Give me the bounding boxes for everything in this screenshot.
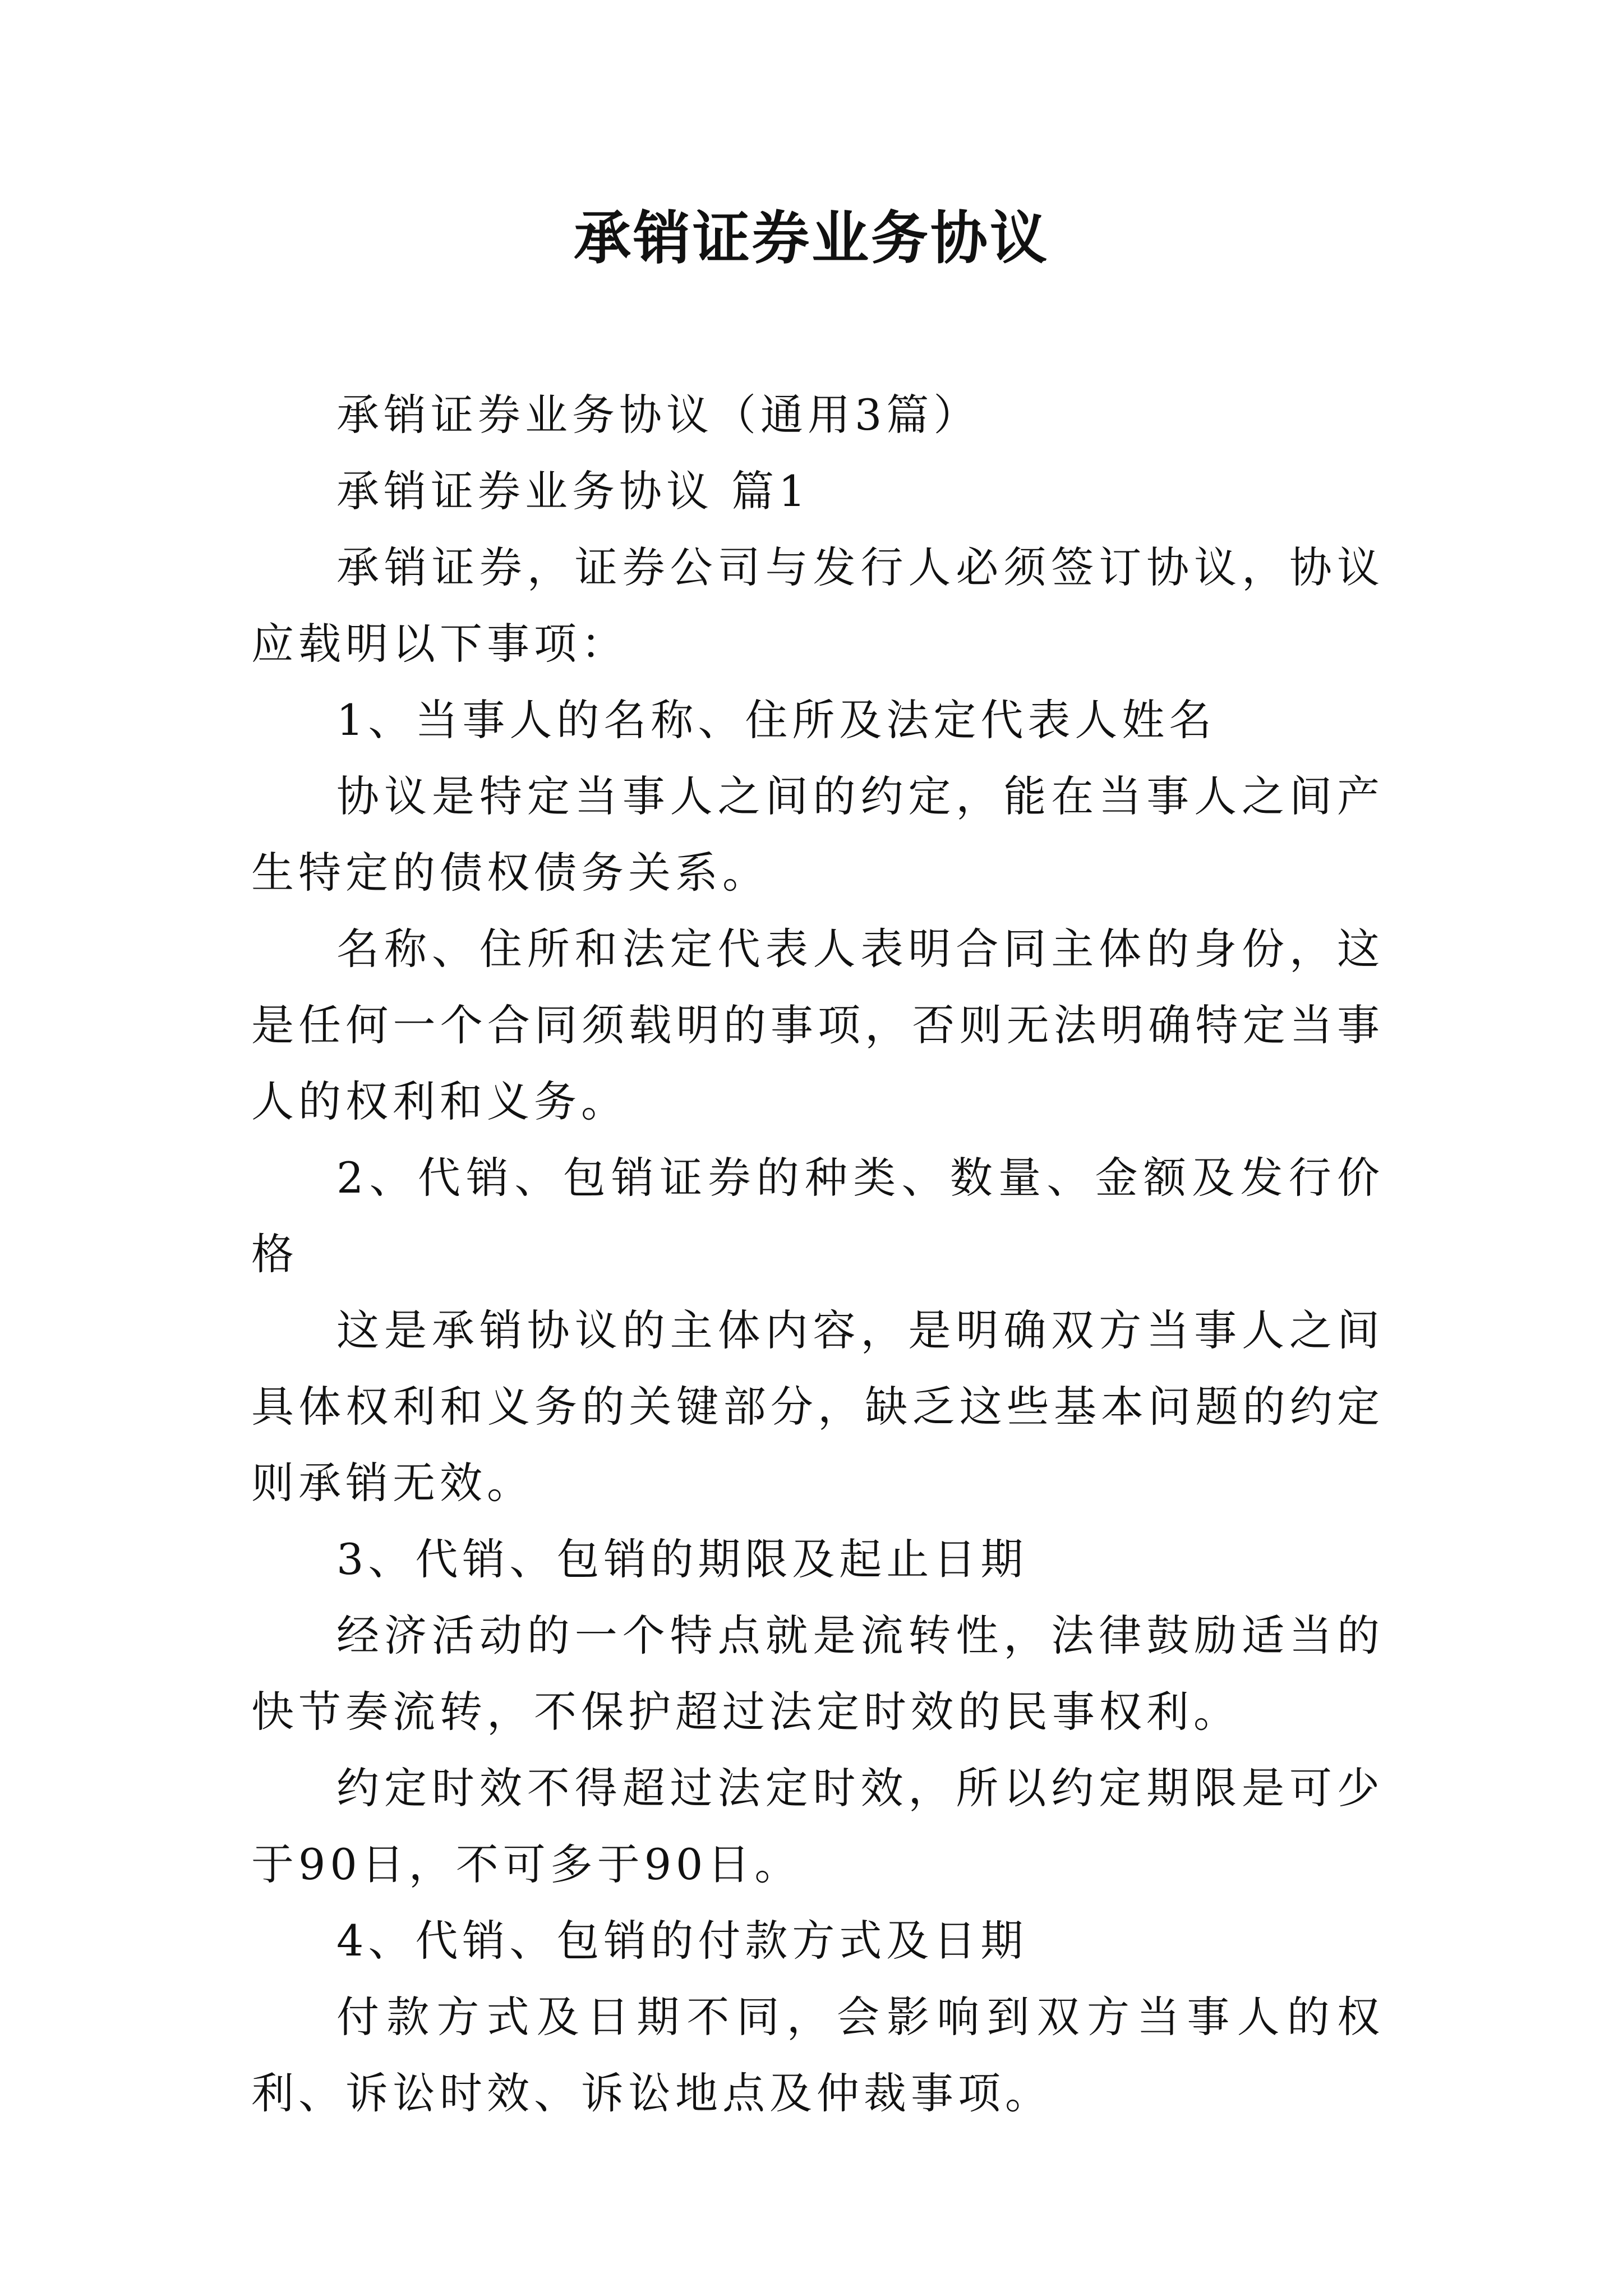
paragraph-subtitle: 承销证券业务协议（通用3篇）: [336, 390, 981, 440]
document-title: 承销证券业务协议: [574, 205, 1049, 272]
paragraph: 经济活动的一个特点就是流转性，法律鼓励适当的快节奏流转，不保护超过法定时效的民事权利。: [251, 1611, 1384, 1737]
paragraph: 协议是特定当事人之间的约定，能在当事人之间产生特定的债权债务关系。: [251, 771, 1384, 898]
paragraph-item-heading: 1、当事人的名称、住所及法定代表人姓名: [336, 695, 1216, 745]
paragraph-item-heading: 4、代销、包销的付款方式及日期: [336, 1916, 1028, 1966]
paragraph-item-heading: 3、代销、包销的期限及起止日期: [336, 1534, 1028, 1584]
paragraph-section-heading: 承销证券业务协议 篇1: [336, 466, 810, 516]
paragraph: 这是承销协议的主体内容，是明确双方当事人之间具体权利和义务的关键部分，缺乏这些基本问题的约定则承销无效。: [251, 1305, 1384, 1508]
paragraph: 付款方式及日期不同，会影响到双方当事人的权利、诉讼时效、诉讼地点及仲裁事项。: [251, 1992, 1384, 2118]
paragraph: 约定时效不得超过法定时效，所以约定期限是可少于90日，不可多于90日。: [251, 1763, 1384, 1889]
paragraph: 名称、住所和法定代表人表明合同主体的身份，这是任何一个合同须载明的事项，否则无法明确特定当事人的权利和义务。: [251, 924, 1384, 1126]
paragraph-item-heading: 2、代销、包销证券的种类、数量、金额及发行价格: [251, 1153, 1384, 1279]
document-body: [251, 377, 1384, 2132]
paragraph: 承销证券，证券公司与发行人必须签订协议，协议应载明以下事项：: [251, 542, 1384, 669]
